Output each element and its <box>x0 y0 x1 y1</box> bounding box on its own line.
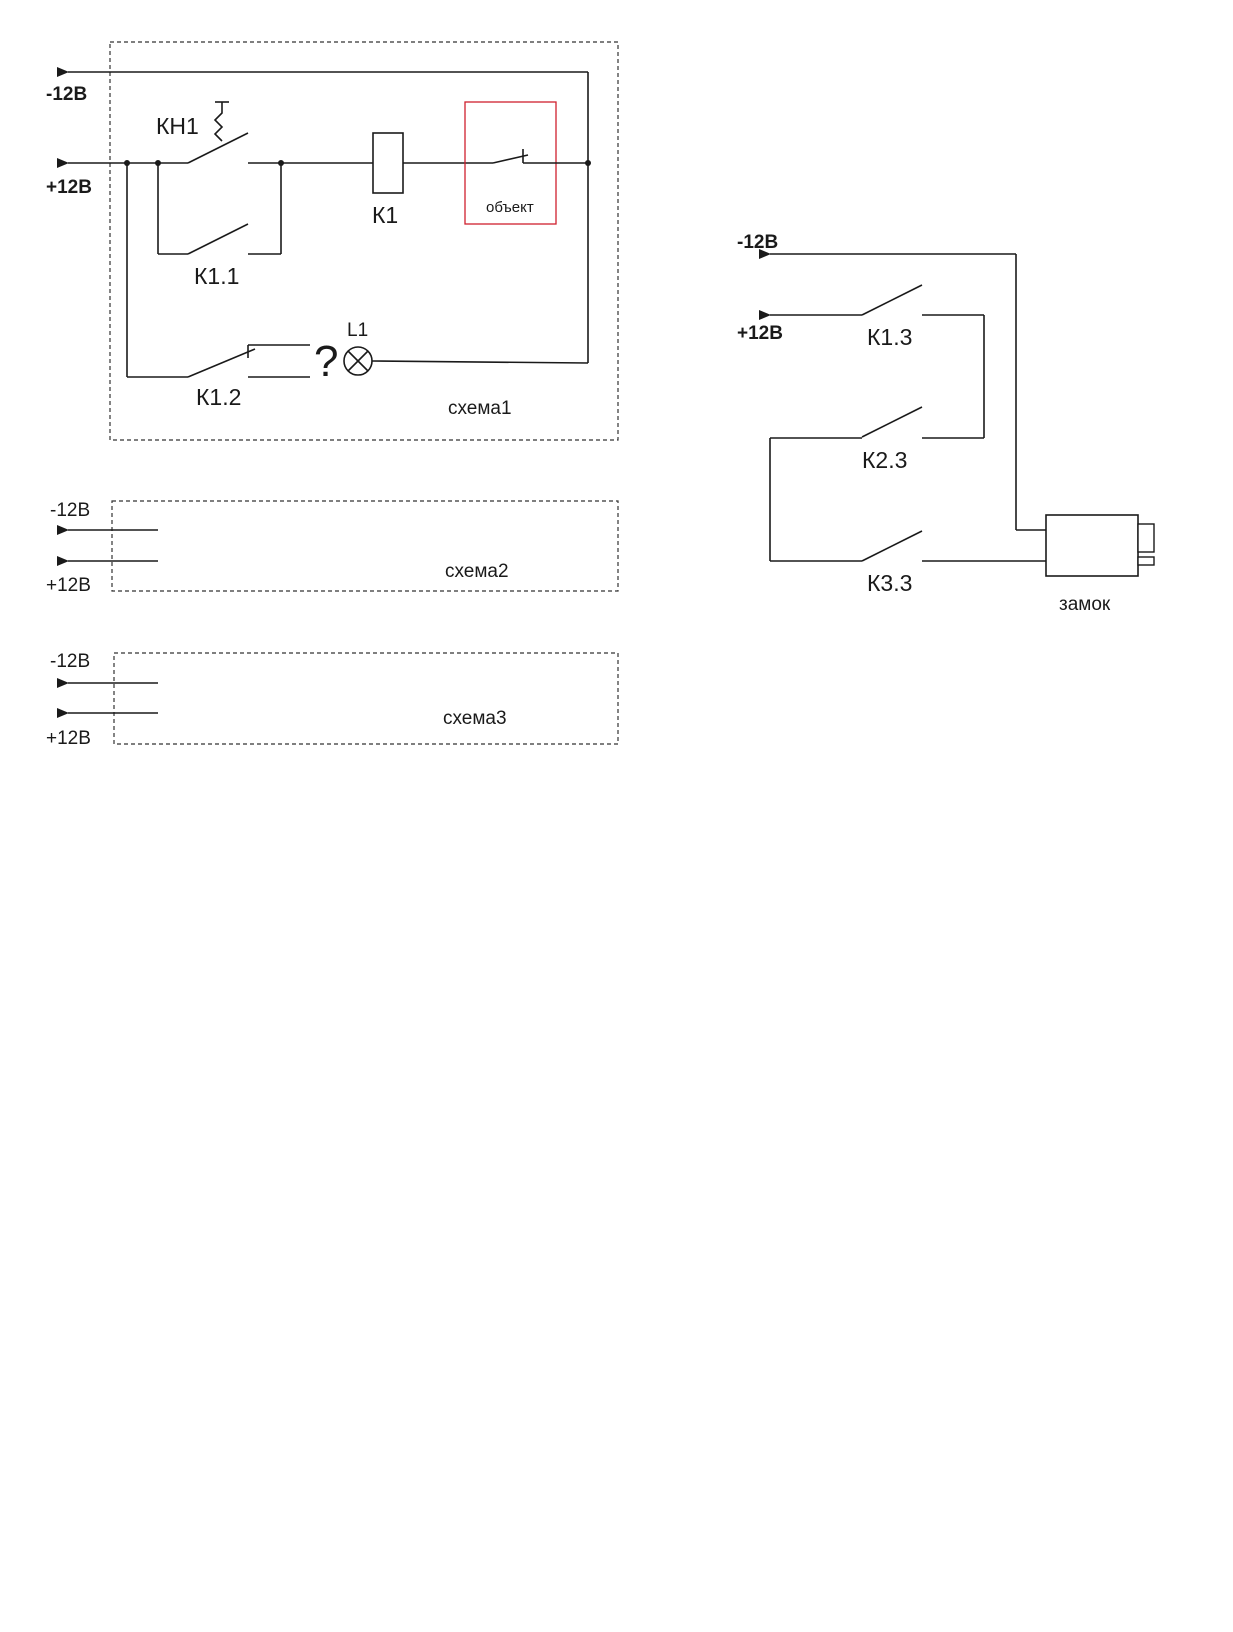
lock-circuit-group <box>737 232 1154 615</box>
kn1-label: КН1 <box>156 113 199 139</box>
scheme2-minus12-label: -12В <box>50 500 91 521</box>
scheme3-plus12-label: +12В <box>46 728 91 749</box>
kn1-actuator <box>215 102 222 141</box>
scheme1-group <box>46 42 618 440</box>
wire <box>372 361 588 363</box>
lock-icon <box>1046 515 1154 576</box>
scheme2-label: схема2 <box>445 561 509 582</box>
lock-label: замок <box>1059 594 1111 615</box>
l1-lamp-icon <box>344 347 372 375</box>
scheme2-plus12-label: +12В <box>46 575 91 596</box>
k11-contact <box>188 224 248 254</box>
k1-relay-coil <box>373 133 403 193</box>
k13-label: К1.3 <box>867 324 913 350</box>
lock-plus12-label: +12В <box>737 323 783 344</box>
k1-label: К1 <box>372 202 399 228</box>
scheme3-frame <box>114 653 618 744</box>
k13-contact <box>862 285 922 315</box>
scheme3-label: схема3 <box>443 708 507 729</box>
k12-contact <box>188 349 255 377</box>
k33-label: К3.3 <box>867 570 913 596</box>
k23-label: К2.3 <box>862 447 908 473</box>
k23-contact <box>862 407 922 437</box>
minus12-label: -12В <box>46 84 88 105</box>
scheme3-minus12-label: -12В <box>50 651 91 672</box>
k11-label: К1.1 <box>194 263 240 289</box>
plus12-label: +12В <box>46 177 92 198</box>
l1-label: L1 <box>347 320 369 341</box>
scheme2-group <box>46 500 618 596</box>
question-mark: ? <box>314 337 339 386</box>
k33-contact <box>862 531 922 561</box>
scheme3-group <box>46 651 618 749</box>
lock-minus12-label: -12В <box>737 232 779 253</box>
scheme2-frame <box>112 501 618 591</box>
k12-label: К1.2 <box>196 384 242 410</box>
object-label: объект <box>486 199 534 216</box>
scheme1-label: схема1 <box>448 398 512 419</box>
